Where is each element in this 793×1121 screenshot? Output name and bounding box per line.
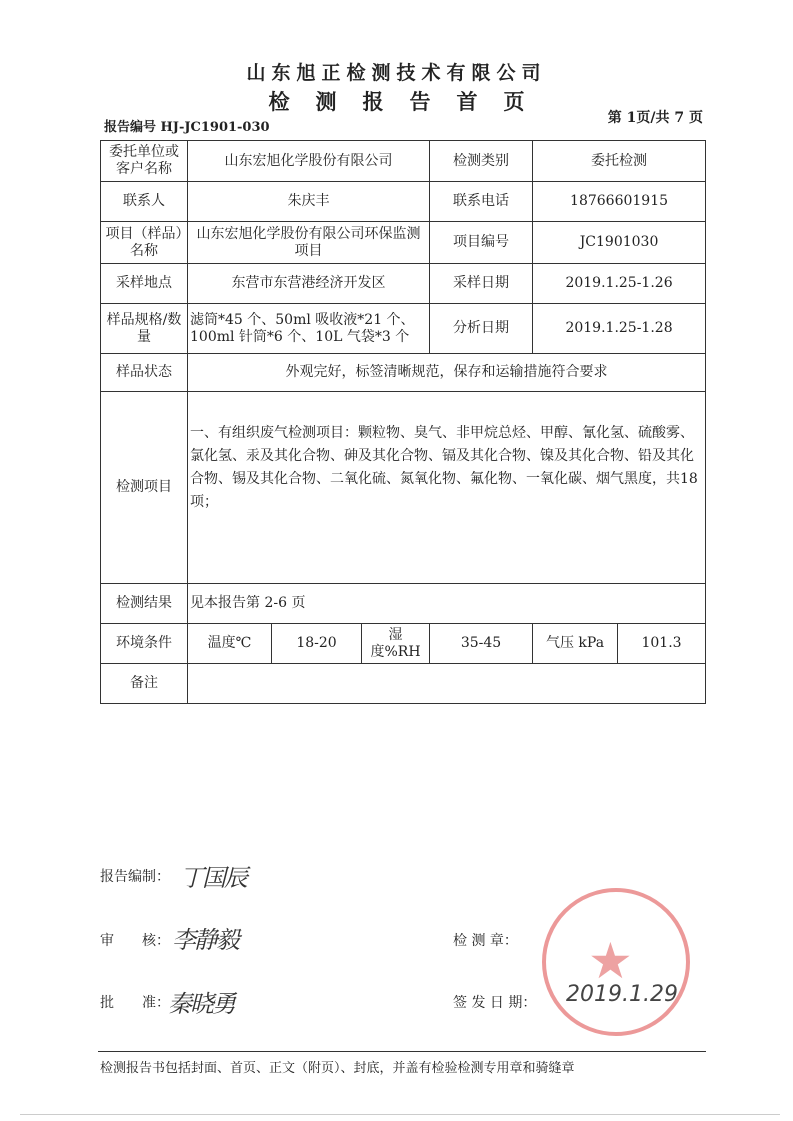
document-title: 检测报告首页	[268, 89, 551, 114]
project-no-value: JC1901030	[533, 222, 706, 264]
remark-value	[188, 664, 706, 704]
compiler-signature: 丁国辰	[180, 864, 246, 892]
table-row	[101, 182, 706, 222]
footer-divider	[98, 1051, 706, 1052]
sign-date-value: 2019.1.29	[566, 982, 678, 1007]
items-label: 检测项目	[101, 392, 188, 584]
report-number: 报告编号 HJ-JC1901-030	[104, 120, 270, 135]
table-row	[101, 584, 706, 624]
state-value: 外观完好，标签清晰规范，保存和运输措施符合要求	[188, 354, 706, 392]
test-type-value: 委托检测	[533, 141, 706, 182]
project-no-label: 项目编号	[430, 222, 533, 264]
project-value: 山东宏旭化学股份有限公司环保监测项目	[188, 222, 430, 264]
sign-date-label: 签 发 日 期：	[453, 995, 537, 1011]
client-value: 山东宏旭化学股份有限公司	[188, 141, 430, 182]
page-edge-line	[20, 1114, 780, 1115]
stamp-label: 检 测 章：	[453, 933, 518, 949]
test-type-label: 检测类别	[430, 141, 533, 182]
page-info: 第 1页/共 7 页	[607, 110, 703, 126]
site-value: 东营市东营港经济开发区	[188, 264, 430, 304]
report-info-table	[100, 140, 706, 704]
table-row	[101, 264, 706, 304]
table-row	[101, 664, 706, 704]
client-label: 委托单位或客户名称	[101, 141, 188, 182]
humidity-label: 湿度%RH	[362, 624, 430, 664]
table-row	[101, 222, 706, 264]
items-value: 一、有组织废气检测项目：颗粒物、臭气、非甲烷总烃、甲醇、氰化氢、硫酸雾、氯化氢、汞及其化合物、砷及其化合物、镉及其化合物、镍及其化合物、铅及其化合物、锡及其化合物、二氧化硫、氮氧化物、氟化物、一氧化碳、烟气黑度，共18项；	[188, 392, 706, 584]
seal-star-icon: ★	[588, 932, 633, 990]
env-label: 环境条件	[101, 624, 188, 664]
company-name: 山东旭正检测技术有限公司	[246, 62, 547, 84]
approver-label: 批 准：	[100, 995, 170, 1011]
remark-label: 备注	[101, 664, 188, 704]
contact-value: 朱庆丰	[188, 182, 430, 222]
temp-label: 温度℃	[188, 624, 272, 664]
reviewer-label: 审 核：	[100, 933, 170, 949]
phone-value: 18766601915	[533, 182, 706, 222]
sample-date-label: 采样日期	[430, 264, 533, 304]
pressure-label: 气压 kPa	[533, 624, 618, 664]
approver-signature: 秦晓勇	[168, 990, 234, 1018]
reviewer-signature: 李静毅	[172, 926, 238, 954]
footer-note: 检测报告书包括封面、首页、正文（附页）、封底，并盖有检验检测专用章和骑缝章	[100, 1061, 575, 1076]
result-value: 见本报告第 2-6 页	[188, 584, 706, 624]
site-label: 采样地点	[101, 264, 188, 304]
table-row	[101, 304, 706, 354]
spec-label: 样品规格/数量	[101, 304, 188, 354]
result-label: 检测结果	[101, 584, 188, 624]
humidity-value: 35-45	[430, 624, 533, 664]
compiler-label: 报告编制：	[100, 869, 170, 885]
phone-label: 联系电话	[430, 182, 533, 222]
temp-value: 18-20	[272, 624, 362, 664]
state-label: 样品状态	[101, 354, 188, 392]
table-row	[101, 624, 706, 664]
table-row	[101, 141, 706, 182]
project-label: 项目（样品）名称	[101, 222, 188, 264]
analysis-date-value: 2019.1.25-1.28	[533, 304, 706, 354]
table-row	[101, 354, 706, 392]
sample-date-value: 2019.1.25-1.26	[533, 264, 706, 304]
pressure-value: 101.3	[618, 624, 706, 664]
table-row	[101, 392, 706, 584]
analysis-date-label: 分析日期	[430, 304, 533, 354]
spec-value: 滤筒*45 个、50ml 吸收液*21 个、100ml 针筒*6 个、10L 气袋*3 个	[188, 304, 430, 354]
contact-label: 联系人	[101, 182, 188, 222]
